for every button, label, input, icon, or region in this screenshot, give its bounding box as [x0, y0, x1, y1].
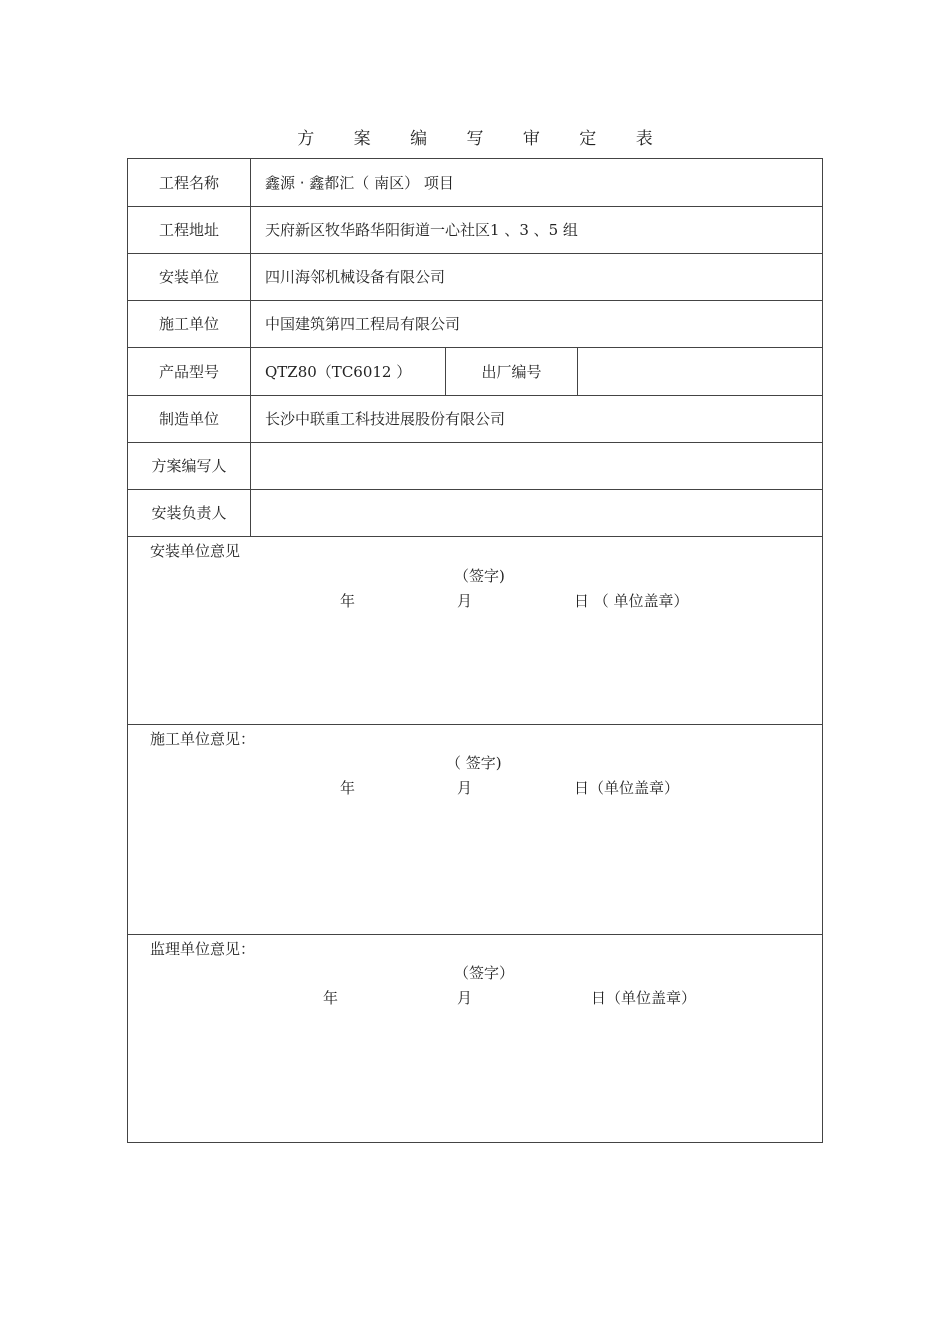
serial-number-label: 出厂编号	[481, 362, 542, 381]
contractor-day-stamp-label: 日（单位盖章）	[574, 779, 680, 797]
install-lead-value	[251, 489, 837, 536]
serial-number-value	[578, 347, 837, 395]
installer-sign-label: （签字)	[454, 567, 505, 585]
supervisor-opinion-heading: 监理单位意见：	[150, 940, 256, 958]
installer-day-stamp-label: 日 （ 单位盖章）	[574, 592, 689, 610]
supervisor-month-label: 月	[457, 989, 473, 1007]
installer-opinion-heading: 安装单位意见	[150, 542, 241, 560]
contractor-month-label: 月	[457, 779, 473, 797]
approval-form-table	[127, 158, 823, 1143]
supervisor-sign-label: （签字）	[454, 964, 515, 982]
model-value: QTZ80（TC6012 ）	[265, 362, 412, 381]
project-address-label: 工程地址	[158, 221, 219, 239]
installer-label: 安装单位	[158, 268, 219, 286]
project-name-value: 鑫源 · 鑫都汇（ 南区） 项目	[265, 174, 454, 192]
project-name-label: 工程名称	[158, 174, 219, 192]
contractor-value: 中国建筑第四工程局有限公司	[265, 315, 461, 333]
plan-author-label: 方案编写人	[151, 457, 227, 475]
contractor-opinion-heading: 施工单位意见：	[150, 730, 256, 748]
manufacturer-value: 长沙中联重工科技进展股份有限公司	[265, 410, 506, 428]
contractor-year-label: 年	[340, 779, 356, 797]
manufacturer-label: 制造单位	[158, 410, 219, 428]
supervisor-day-stamp-label: 日（单位盖章）	[591, 989, 697, 1007]
form-title: 方 案 编 写 审 定 表	[297, 129, 670, 149]
installer-value: 四川海邻机械设备有限公司	[265, 268, 446, 286]
contractor-label: 施工单位	[158, 315, 219, 333]
project-address-value: 天府新区牧华路华阳街道一心社区1 、3 、5 组	[265, 221, 578, 239]
installer-month-label: 月	[457, 592, 473, 610]
plan-author-value	[251, 442, 837, 489]
installer-year-label: 年	[340, 592, 356, 610]
model-label: 产品型号	[158, 362, 219, 381]
install-lead-label: 安装负责人	[151, 504, 227, 522]
contractor-sign-label: （ 签字)	[446, 754, 502, 772]
supervisor-year-label: 年	[323, 989, 339, 1007]
